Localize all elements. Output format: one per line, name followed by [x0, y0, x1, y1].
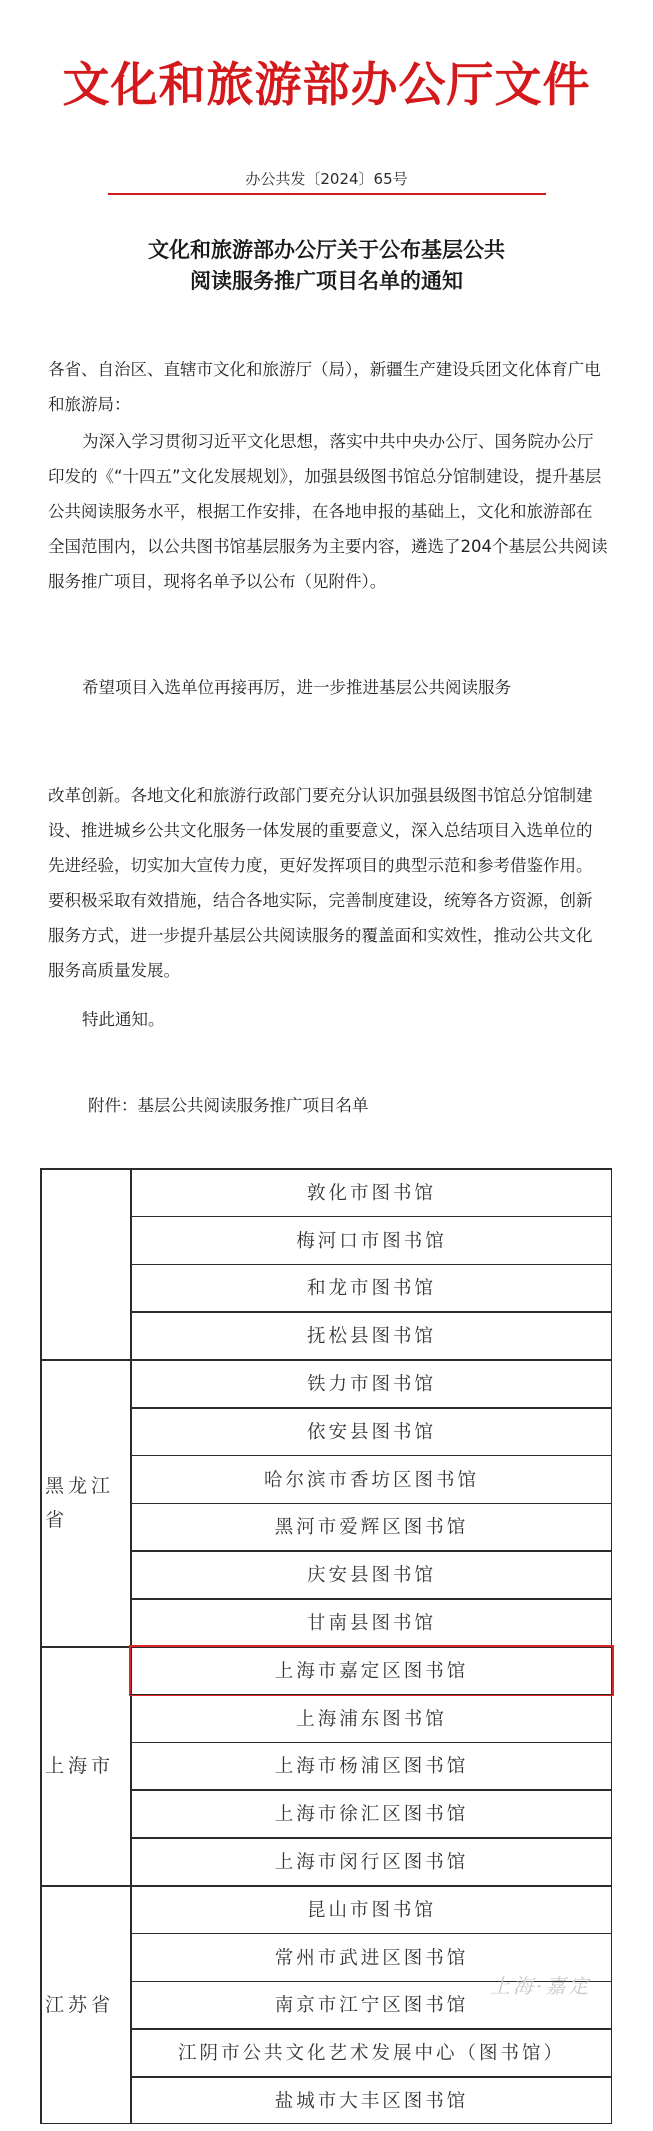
library-row: 昆山市图书馆	[306, 1899, 436, 1921]
library-row: 哈尔滨市香坊区图书馆	[263, 1469, 479, 1491]
notice-title	[0, 234, 653, 296]
library-row: 依安县图书馆	[306, 1421, 436, 1443]
library-row: 抚松县图书馆	[306, 1326, 436, 1348]
region-cell	[40, 1885, 130, 2124]
document-number: 办公共发〔2024〕65号	[245, 170, 408, 188]
red-divider	[108, 193, 546, 195]
library-row: 上海浦东图书馆	[296, 1708, 447, 1730]
library-row: 上海市徐汇区图书馆	[274, 1804, 469, 1826]
closing-line: 特此通知。	[82, 1010, 165, 1029]
paragraph-1: 为深入学习贯彻习近平文化思想，落实中共中央办公厅、国务院办公厅印发的《“十四五”文化发展规划》，加强县级图书馆总分馆制建设，提升基层公共阅读服务水平，根据工作安排，在各地申报的基础上，文化和旅游部在全国范围内，以公共图书馆基层服务为主要内容，遴选了204个基层公共阅读服务推广项目，现将名单予以公布（见附件）。	[48, 432, 608, 591]
paragraph-2-continued: 改革创新。各地文化和旅游行政部门要充分认识加强县级图书馆总分馆制建设、推进城乡公共文化服务一体发展的重要意义，深入总结项目入选单位的先进经验，切实加大宣传力度，更好发挥项目的典型示范和参考借鉴作用。要积极采取有效措施，结合各地实际，完善制度建设，统筹各方资源，创新服务方式，进一步提升基层公共阅读服务的覆盖面和实效性，推动公共文化服务高质量发展。	[48, 786, 593, 980]
library-row: 敦化市图书馆	[306, 1182, 436, 1204]
library-row: 南京市江宁区图书馆	[274, 1995, 469, 2017]
region-cell	[40, 1168, 130, 1359]
library-row: 上海市嘉定区图书馆	[274, 1660, 469, 1682]
library-row: 江阴市公共文化艺术发展中心（图书馆）	[177, 2043, 565, 2065]
library-row: 常州市武进区图书馆	[274, 1947, 469, 1969]
library-row: 上海市闵行区图书馆	[274, 1852, 469, 1874]
region-label: 上海市	[45, 1754, 115, 1777]
region-cell	[40, 1646, 130, 1885]
watermark: 上海·嘉定	[490, 1974, 592, 1998]
region-label: 黑龙江省	[45, 1474, 115, 1531]
region-cell	[40, 1359, 130, 1646]
notice-title-line-1: 文化和旅游部办公厅关于公布基层公共	[148, 237, 505, 262]
library-row: 盐城市大丰区图书馆	[274, 2091, 469, 2113]
document-header-title: 文化和旅游部办公厅文件	[62, 58, 591, 113]
salutation: 各省、自治区、直辖市文化和旅游厅（局），新疆生产建设兵团文化体育广电和旅游局：	[48, 360, 601, 414]
library-row: 铁力市图书馆	[306, 1374, 436, 1396]
attachment-line: 附件：基层公共阅读服务推广项目名单	[88, 1096, 369, 1115]
library-row: 和龙市图书馆	[306, 1278, 436, 1300]
library-row: 上海市杨浦区图书馆	[274, 1756, 469, 1778]
library-row: 黑河市爱辉区图书馆	[274, 1517, 469, 1539]
library-row: 庆安县图书馆	[306, 1565, 436, 1587]
highlight-box	[129, 1645, 614, 1696]
library-row: 甘南县图书馆	[306, 1613, 436, 1635]
library-row: 梅河口市图书馆	[296, 1230, 447, 1252]
region-label: 江苏省	[45, 1993, 115, 2016]
notice-title-line-2: 阅读服务推广项目名单的通知	[190, 268, 463, 293]
paragraph-2-start: 希望项目入选单位再接再厉，进一步推进基层公共阅读服务	[82, 678, 511, 697]
